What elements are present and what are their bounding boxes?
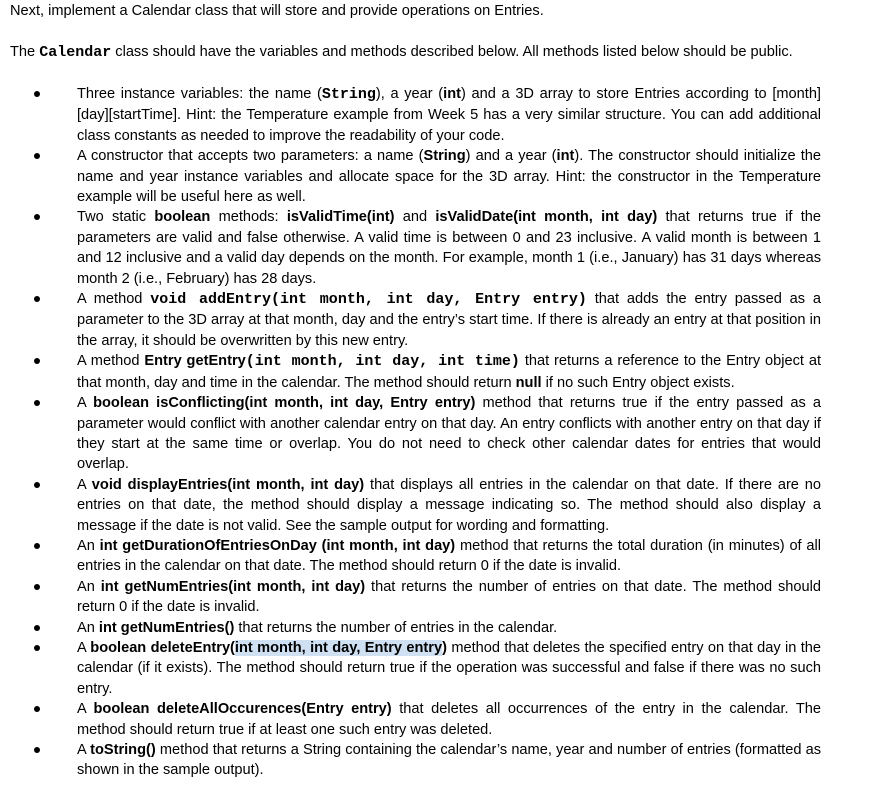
item-text: method that returns a String containing the calendar’s name, year and number of entries (formatted as shown in the sample output). [77,742,821,779]
list-item-to-string [0,740,821,781]
item-text: ) and a year ( [465,148,557,165]
lead-text-pre: The [10,44,40,60]
item-text: A [77,742,91,758]
item-text: that returns a reference to the Entry object at that month, day and time in the calendar. The method should return [77,353,822,391]
item-text: method that returns the total duration (in minutes) of all entries in the calendar on that date. The method should return 0 if the date is invalid. [77,537,821,575]
lead-text-post: class should have the variables and methods described below. All methods listed below should be public. [111,44,793,60]
code-term: null [515,374,542,391]
code-term: (int month, int day, int time) [245,353,520,371]
item-text: A constructor that accepts two parameters: a name ( [77,148,424,165]
list-item-delete-all-occurences [0,699,821,740]
item-text: if no such Entry object exists. [541,374,735,391]
list-item-add-entry [0,289,821,351]
list-item-get-duration [0,536,821,577]
code-term: boolean isConflicting(int month, int day, Entry entry) [93,395,476,412]
selected-text-highlight[interactable]: int month, int day, Entry entry [234,639,443,656]
item-text: A method [77,353,145,370]
list-item-display-entries [0,475,821,536]
item-text: A [77,701,94,718]
code-term: int getNumEntries(int month, int day) [100,578,366,595]
code-term: void displayEntries(int month, int day) [91,476,365,493]
item-text: ), a year ( [375,86,444,102]
item-text: and [394,209,436,226]
requirements-list [0,84,881,781]
lead-paragraph [10,42,793,63]
item-text: that returns the number of entries in the calendar. [234,619,558,636]
item-text: ) and a 3D array to store Entries according to [month][day][startTime]. Hint: the Temperature example from Week 5 has a very similar structure. You can add additional class constants as needed to improve the readability of your code. [77,86,821,144]
code-term: Entry getEntry [144,353,246,370]
code-term: void addEntry(int month, int day, Entry entry) [150,291,587,309]
item-text: that deletes all occurrences of the entry in the calendar. The method should return true if at least one such entry was deleted. [77,701,821,738]
list-item-static-validators [0,207,821,289]
item-text: method that deletes the specified entry on that day in the calendar (if it exists). The method should return true if the operation was successful and false if there was no such entry. [77,639,821,697]
item-text: that displays all entries in the calendar on that date. If there are no entries on that date, the method should display a message indicating so. The method should also display a message if the date is not valid. See the sample output for wording and formatting. [77,476,822,534]
item-text: Two static [77,209,155,226]
code-term: int getNumEntries() [98,619,235,636]
list-item-get-num-entries [0,618,821,638]
item-text: An [77,537,100,554]
list-item-constructor [0,146,821,207]
intro-sentence: Next, implement a Calendar class that will store and provide operations on Entries. [10,3,544,19]
code-term: boolean deleteAllOccurences(Entry entry) [93,701,392,718]
code-term: int getDurationOfEntriesOnDay (int month, int day) [99,537,456,554]
item-text: that returns true if the parameters are valid and false otherwise. A valid time is between 0 and 23 inclusive. A valid month is between 1 and 12 inclusive and a valid day depends on the month. For example, month 1 (i.e., January) has 31 days whereas month 2 (i.e., February) has 28 days. [77,209,821,287]
item-text: that adds the entry passed as a parameter to the 3D array at that month, day and the entry’s start time. If there is already an entry at that position in the array, it should be overwritten by this new entry. [77,291,821,349]
item-text: that returns the number of entries on that date. The method should return 0 if the date is invalid. [77,578,821,616]
item-text: method that returns true if the entry passed as a parameter would conflict with another calendar entry on that day. An entry conflicts with another entry on that day if they start at the same time or overlap. You do not need to check other calendar dates for entries that would overlap. [77,395,822,473]
code-term: toString() [90,742,156,758]
list-item-delete-entry [0,638,821,699]
code-term: int [443,86,462,102]
code-term: isValidDate(int month, int day) [435,209,658,226]
item-text: A method [77,291,151,308]
code-term: String [423,148,466,165]
item-text: A [77,395,94,412]
list-item-get-entry [0,351,821,393]
item-text: A [77,639,91,656]
item-text: An [77,578,101,595]
code-term: String [321,86,376,103]
code-term: int [556,148,575,165]
item-text: An [77,619,99,636]
code-term: boolean [154,209,211,226]
list-item-instance-variables [0,84,821,146]
item-text: methods: [210,209,287,226]
calendar-class-name: Calendar [39,44,112,61]
item-text: Three instance variables: the name ( [77,86,322,102]
item-text: A [77,476,92,493]
list-item-get-num-entries-date [0,577,821,618]
list-item-is-conflicting [0,393,821,475]
code-term: ) [442,639,447,656]
code-term: isValidTime(int) [286,209,395,226]
code-term: boolean deleteEntry( [90,639,235,656]
item-text: ). The constructor should initialize the name and year instance variables and allocate space for the 3D array. Hint: the constructor in the Temperature example will be useful here as well. [77,148,821,206]
